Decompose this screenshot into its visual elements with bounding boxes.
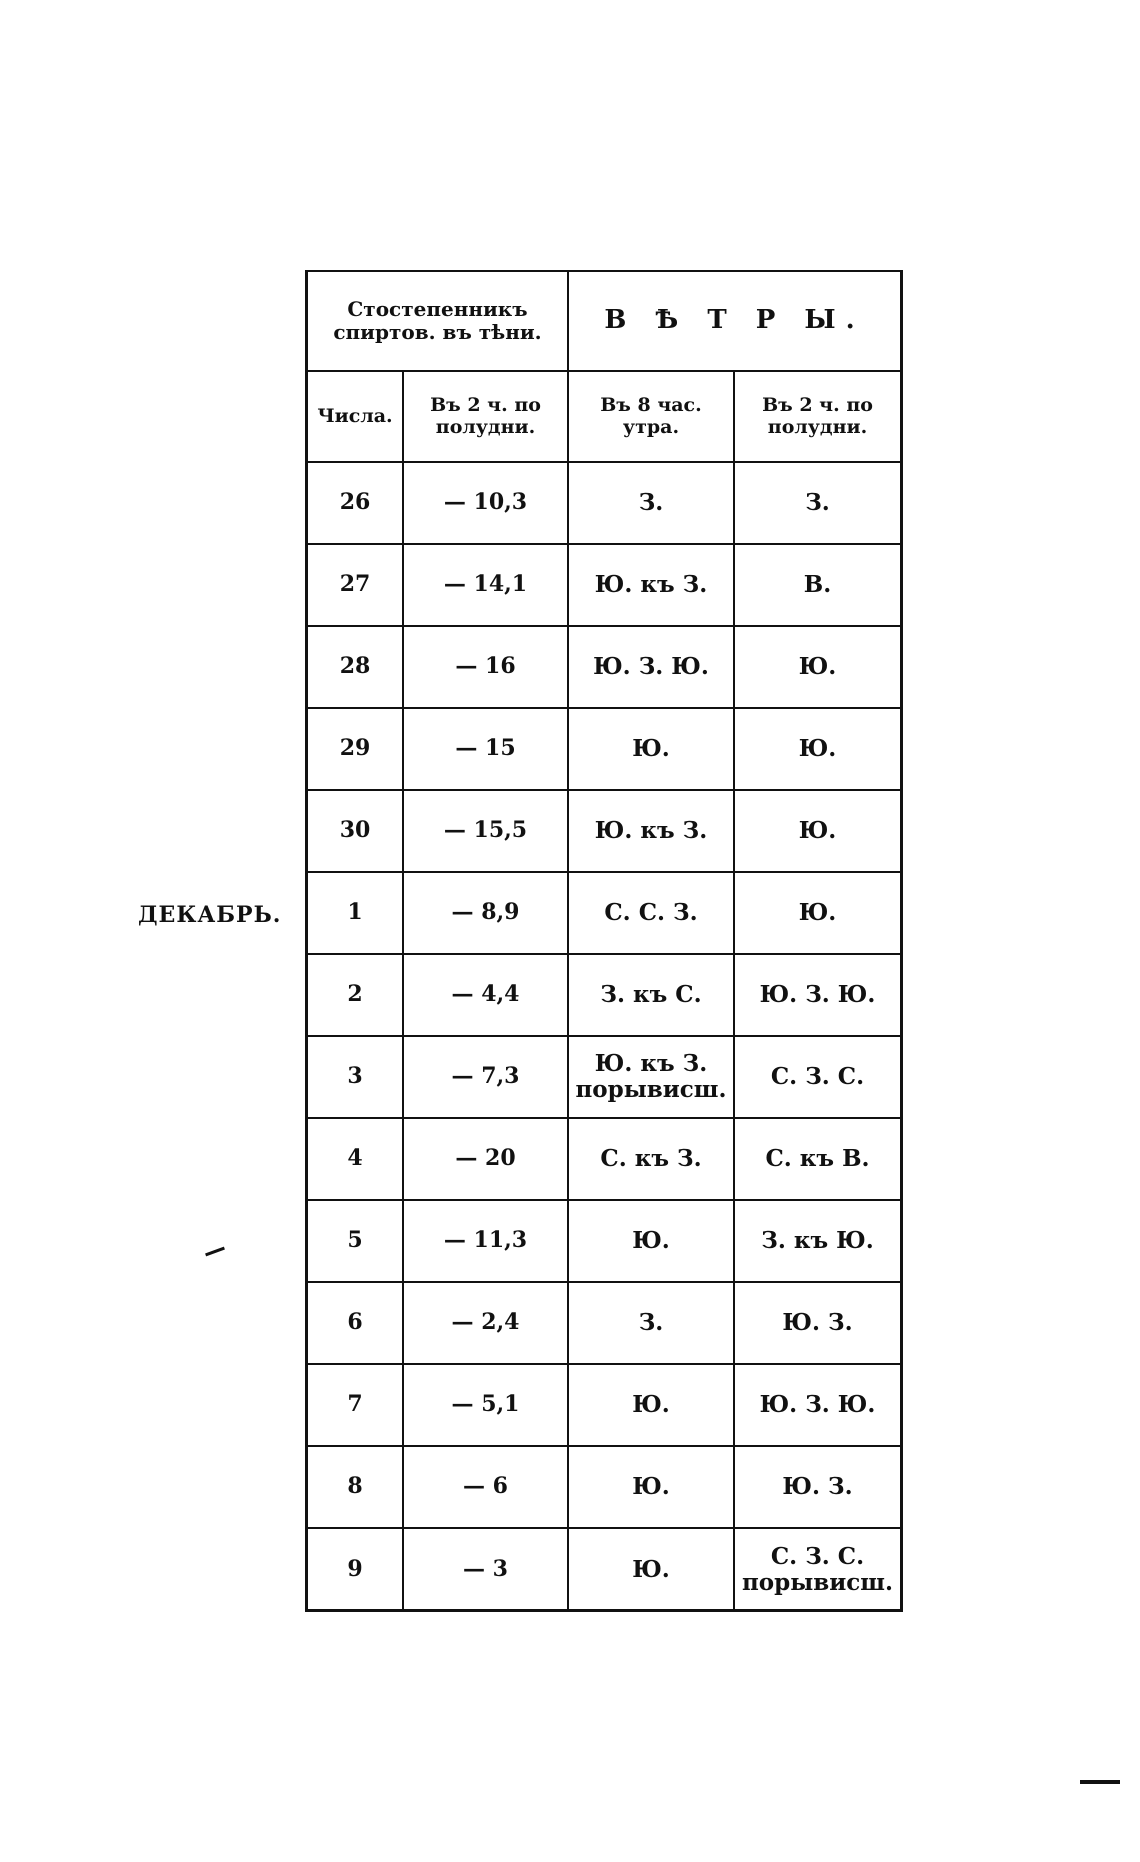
- temperature-cell: — 7,3: [404, 1037, 569, 1119]
- temperature-cell: — 6: [404, 1447, 569, 1529]
- morning-wind-cell: Ю. къ З.: [569, 791, 735, 873]
- afternoon-wind-cell: С. З. С.: [735, 1037, 900, 1119]
- morning-wind-cell: Ю. З. Ю.: [569, 627, 735, 709]
- date-cell: 2: [308, 955, 404, 1037]
- temperature-cell: — 20: [404, 1119, 569, 1201]
- afternoon-wind-cell: В.: [735, 545, 900, 627]
- temperature-cell: — 15: [404, 709, 569, 791]
- afternoon-wind-cell: Ю. З.: [735, 1283, 900, 1365]
- afternoon-wind-cell: Ю. З. Ю.: [735, 1365, 900, 1447]
- temperature-cell: — 5,1: [404, 1365, 569, 1447]
- temperature-cell: — 15,5: [404, 791, 569, 873]
- afternoon-wind-cell: Ю.: [735, 627, 900, 709]
- afternoon-wind-cell: Ю. З. Ю.: [735, 955, 900, 1037]
- temperature-cell: — 11,3: [404, 1201, 569, 1283]
- afternoon-wind-cell: Ю.: [735, 791, 900, 873]
- temperature-cell: — 2,4: [404, 1283, 569, 1365]
- morning-wind-cell: З.: [569, 1283, 735, 1365]
- morning-wind-cell: Ю.: [569, 1201, 735, 1283]
- date-cell: 3: [308, 1037, 404, 1119]
- afternoon-wind-cell: С. къ В.: [735, 1119, 900, 1201]
- weather-table-grid: [308, 272, 900, 1609]
- date-cell: 28: [308, 627, 404, 709]
- afternoon-wind-cell: Ю.: [735, 709, 900, 791]
- date-cell: 6: [308, 1283, 404, 1365]
- margin-mark: [1080, 1780, 1120, 1784]
- morning-wind-column-header: Въ 8 час. утра.: [569, 372, 735, 463]
- afternoon-wind-cell: Ю. З.: [735, 1447, 900, 1529]
- afternoon-wind-column-header: Въ 2 ч. по полудни.: [735, 372, 900, 463]
- temperature-cell: — 3: [404, 1529, 569, 1611]
- temperature-cell: — 14,1: [404, 545, 569, 627]
- morning-wind-cell: З. къ С.: [569, 955, 735, 1037]
- afternoon-wind-cell: З. къ Ю.: [735, 1201, 900, 1283]
- date-cell: 1: [308, 873, 404, 955]
- date-cell: 9: [308, 1529, 404, 1611]
- date-cell: 26: [308, 463, 404, 545]
- thermometer-header: Стостепенникъ спиртов. въ тѣни.: [308, 272, 569, 372]
- temperature-cell: — 16: [404, 627, 569, 709]
- morning-wind-cell: Ю. къ З.: [569, 545, 735, 627]
- morning-wind-cell: Ю.: [569, 1365, 735, 1447]
- date-cell: 7: [308, 1365, 404, 1447]
- temperature-column-header: Въ 2 ч. по полудни.: [404, 372, 569, 463]
- margin-mark: [205, 1247, 225, 1257]
- weather-table: [305, 270, 903, 1612]
- afternoon-wind-cell: Ю.: [735, 873, 900, 955]
- temperature-cell: — 8,9: [404, 873, 569, 955]
- temperature-cell: — 4,4: [404, 955, 569, 1037]
- morning-wind-cell: З.: [569, 463, 735, 545]
- morning-wind-cell: Ю.: [569, 709, 735, 791]
- date-cell: 27: [308, 545, 404, 627]
- dates-column-header: Числа.: [308, 372, 404, 463]
- morning-wind-cell: С. къ З.: [569, 1119, 735, 1201]
- date-cell: 5: [308, 1201, 404, 1283]
- temperature-cell: — 10,3: [404, 463, 569, 545]
- morning-wind-cell: С. С. З.: [569, 873, 735, 955]
- winds-header: В Ѣ Т Р Ы.: [569, 272, 900, 372]
- morning-wind-cell: Ю. къ З. порывисш.: [569, 1037, 735, 1119]
- afternoon-wind-cell: С. З. С. порывисш.: [741, 1542, 894, 1596]
- date-cell: 8: [308, 1447, 404, 1529]
- morning-wind-cell: Ю.: [569, 1447, 735, 1529]
- date-cell: 4: [308, 1119, 404, 1201]
- date-cell: 29: [308, 709, 404, 791]
- morning-wind-cell: Ю.: [569, 1529, 735, 1611]
- afternoon-wind-cell: З.: [735, 463, 900, 545]
- month-label: ДЕКАБРЬ.: [138, 902, 282, 928]
- date-cell: 30: [308, 791, 404, 873]
